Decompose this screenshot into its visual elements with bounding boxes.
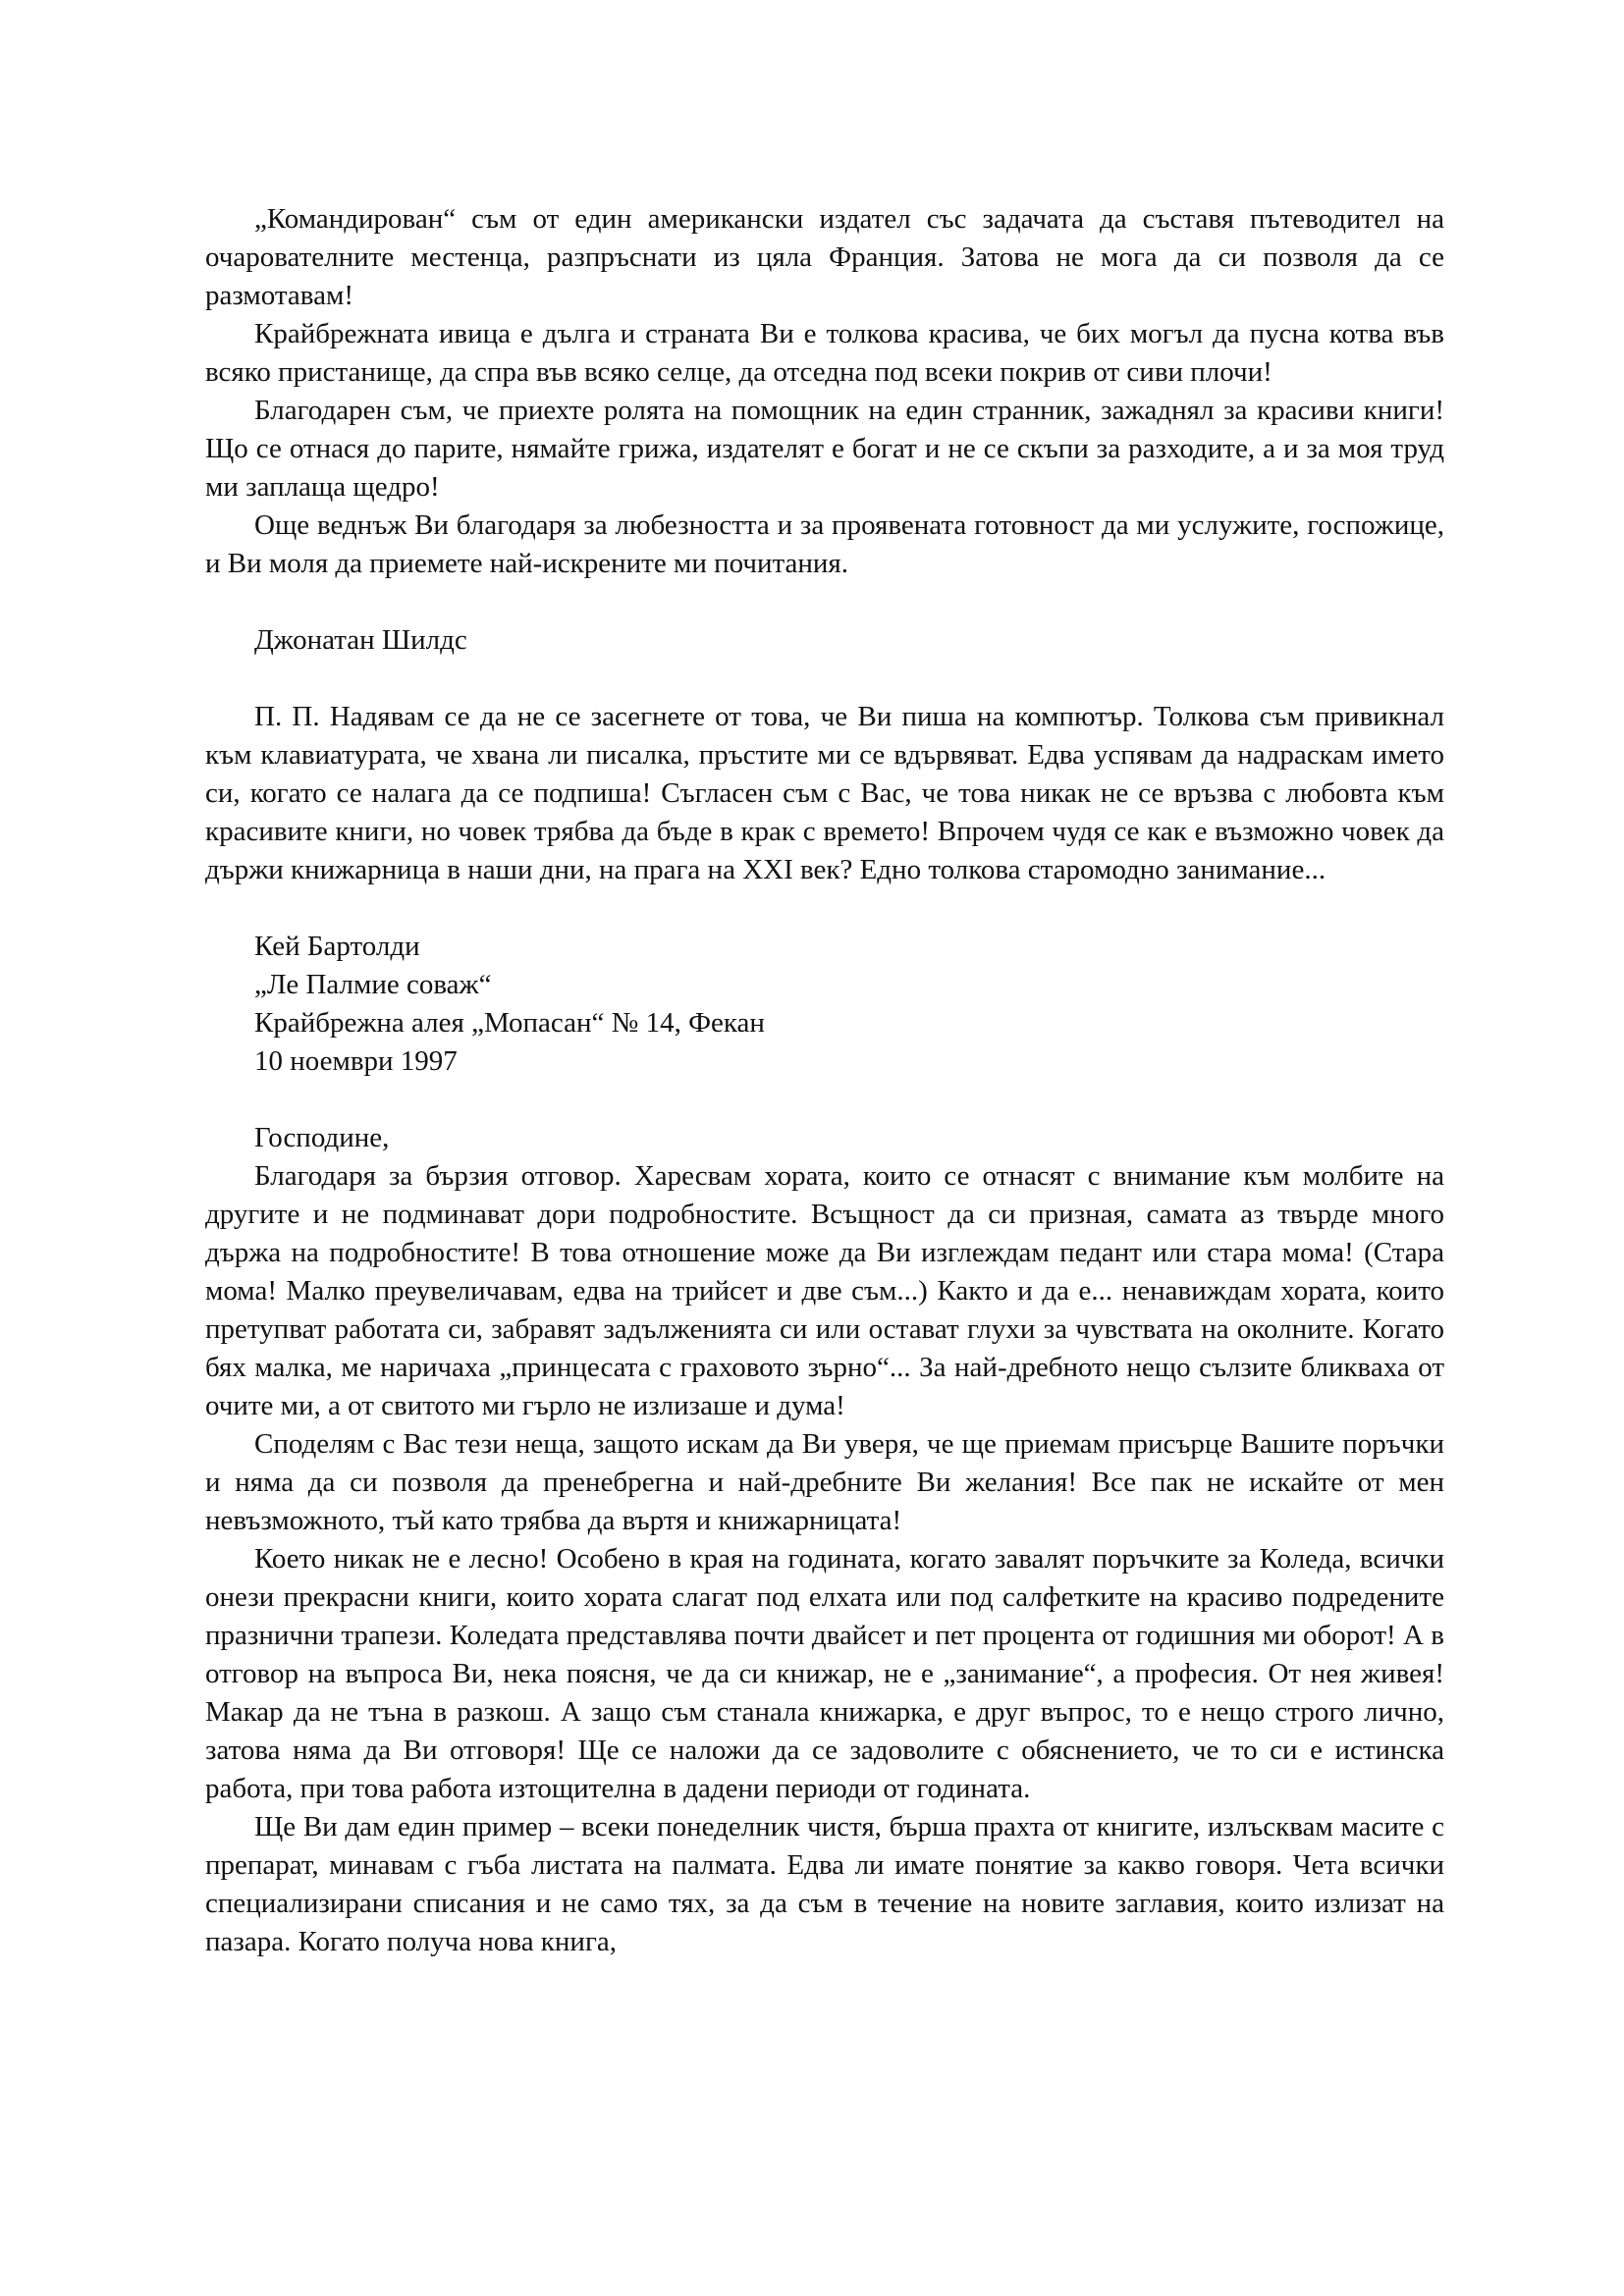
paragraph-1: „Командирован“ съм от един американски издател със задачата да съставя пътеводител на очарователните местенца, разпръснати из цяла Франция. Затова не мога да си позволя да се размотавам! <box>205 203 1444 311</box>
paragraph-2: Крайбрежната ивица е дълга и страната Ви е толкова красива, че бих могъл да пусна котва във всяко пристанище, да спра във всяко селце, да отседна под всеки покрив от сиви плочи! <box>205 318 1444 388</box>
paragraph-7: Което никак не е лесно! Особено в края на годината, когато завалят поръчките за Коледа, всички онези прекрасни книги, които хората слагат под елхата или под салфетките на красиво подредените празнични трапези. Коледата представлява почти двайсет и пет процента от годишния ми оборот! А в отговор на въпроса Ви, нека поясня, че да си книжар, не е „занимание“, а професия. От нея живея! Макар да не тъна в разкош. А защо съм станала книжарка, е друг въпрос, то е нещо строго лично, затова няма да Ви отговоря! Ще се наложи да се задоволите с обяснението, че то си е истинска работа, при това работа изтощителна в дадени периоди от годината. <box>205 1543 1444 1804</box>
letter-text <box>205 200 1444 1961</box>
letter-header-shop: „Ле Палмие соваж“ <box>254 969 492 1000</box>
letter-header-name: Кей Бартолди <box>254 931 420 962</box>
paragraph-8: Ще Ви дам един пример – всеки понеделник чистя, бърша прахта от книгите, излъсквам масите с препарат, минавам с гъба листата на палмата. Едва ли имате понятие за какво говоря. Чета всички специализирани списания и не само тях, за да съм в течение на новите заглавия, които излизат на пазара. Когато получа нова книга, <box>205 1811 1444 1957</box>
letter-header-date: 10 ноември 1997 <box>254 1045 458 1077</box>
spacer <box>205 660 1444 698</box>
signature-jonathan: Джонатан Шилдс <box>254 624 467 656</box>
paragraph-6: Споделям с Вас тези неща, защото искам да Ви уверя, че ще приемам присърце Вашите поръчки и няма да си позволя да пренебрегна и най-дребните Ви желания! Все пак не искайте от мен невъзможното, тъй като трябва да въртя и книжарницата! <box>205 1428 1444 1536</box>
letter-header-address: Крайбрежна алея „Мопасан“ № 14, Фекан <box>254 1007 765 1039</box>
spacer <box>205 889 1444 928</box>
salutation: Господине, <box>254 1122 390 1153</box>
spacer <box>205 583 1444 621</box>
spacer <box>205 1081 1444 1119</box>
postscript: П. П. Надявам се да не се засегнете от това, че Ви пиша на компютър. Толкова съм привикнал към клавиатурата, че хвана ли писалка, пръстите ми се вдървяват. Едва успявам да надраскам името си, когато се налага да се подпиша! Съгласен съм с Вас, че това никак не се връзва с любовта към красивите книги, но човек трябва да бъде в крак с времето! Впрочем чудя се как е възможно човек да държи книжарница в наши дни, на прага на XXI век? Едно толкова старомодно занимание... <box>205 701 1444 885</box>
paragraph-5: Благодаря за бързия отговор. Харесвам хората, които се отнасят с внимание към молбите на другите и не подминават дори подробностите. Всъщност да си призная, самата аз твърде много държа на подробностите! В това отношение може да Ви изглеждам педант или стара мома! (Стара мома! Малко преувеличавам, едва на трийсет и две съм...) Както и да е... ненавиждам хората, които претупват работата си, забравят задълженията си или остават глухи за чувствата на околните. Когато бях малка, ме наричаха „принцесата с граховото зърно“... За най-дребното нещо сълзите бликваха от очите ми, а от свитото ми гърло не излизаше и дума! <box>205 1160 1444 1421</box>
paragraph-3: Благодарен съм, че приехте ролята на помощник на един странник, зажаднял за красиви книги! Що се отнася до парите, нямайте грижа, издателят е богат и не се скъпи за разходите, а и за моя труд ми заплаща щедро! <box>205 395 1444 503</box>
paragraph-4: Още веднъж Ви благодаря за любезността и за проявената готовност да ми услужите, госпожице, и Ви моля да приемете най-искрените ми почитания. <box>205 509 1444 579</box>
